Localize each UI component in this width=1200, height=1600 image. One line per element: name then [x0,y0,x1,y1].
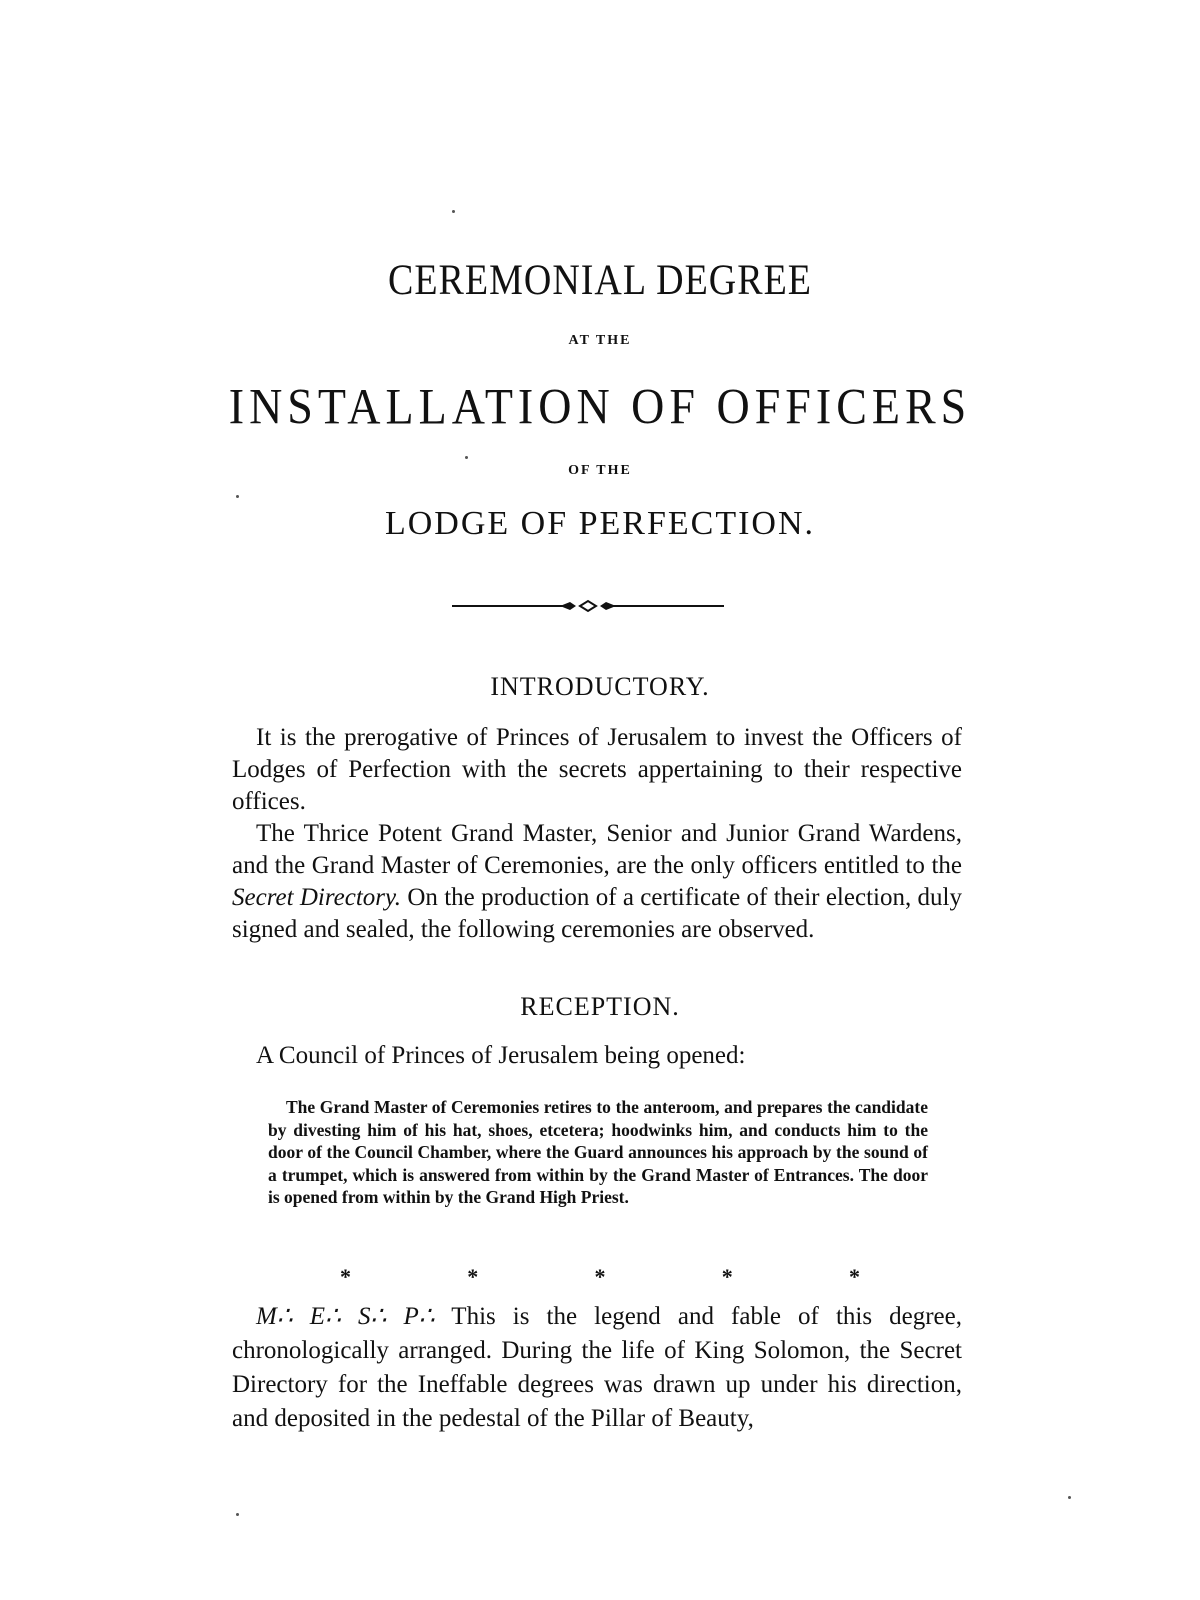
title-connector-at-the: AT THE [568,333,632,348]
print-speck [1068,1496,1071,1499]
title-line-1: CEREMONIAL DEGREE [387,255,813,305]
print-speck [236,495,239,498]
title-connector-of-the: OF THE [568,463,632,478]
introductory-heading: INTRODUCTORY. [490,672,710,701]
print-speck [236,1513,239,1516]
ornament-divider [452,598,724,614]
print-speck [452,210,455,213]
intro-paragraph-2 [232,818,962,946]
secret-directory-term: Secret Directory. [232,884,401,911]
speech-paragraph [232,1300,962,1436]
intro-paragraph-2-text-b: On the production of a certificate of their election, duly signed and sealed, the following ceremonies are observed. [232,884,962,943]
stage-direction: The Grand Master of Ceremonies retires to the anteroom, and prepares the candidate by divesting him of his hat, shoes, etcetera; hoodwinks him, and conducts him to the door of the Council Chamber, where the Guard announces his approach by the sound of a trumpet, which is answered from within by the Grand Master of Entrances. The door is opened from within by the Grand High Priest. [268,1097,928,1207]
council-opening-line: A Council of Princes of Jerusalem being opened: [256,1042,746,1069]
star: * [849,1264,860,1289]
star: * [594,1264,606,1289]
intro-paragraph-2-text-a: The Thrice Potent Grand Master, Senior and Junior Grand Wardens, and the Grand Master of Ceremonies, are the only officers entitled to the [232,820,962,879]
title-line-3: LODGE OF PERFECTION. [384,505,816,542]
star: * [467,1264,479,1289]
section-break-stars [340,1264,860,1290]
intro-paragraph-1: It is the prerogative of Princes of Jerusalem to invest the Officers of Lodges of Perfection with the secrets appertaining to their respective offices. [232,724,962,815]
star: * [721,1264,733,1289]
title-line-2: INSTALLATION OF OFFICERS [228,378,972,435]
print-speck [465,456,468,459]
speaker-abbreviation: M∴ E∴ S∴ P∴ [256,1303,435,1330]
star: * [340,1264,351,1289]
speech-text: This is the legend and fable of this degree, chronologically arranged. During the life of King Solomon, the Secret Directory for the Ineffable degrees was drawn up under his direction, and deposited in the pedestal of the Pillar of Beauty, [232,1303,962,1432]
reception-heading: RECEPTION. [520,992,680,1021]
